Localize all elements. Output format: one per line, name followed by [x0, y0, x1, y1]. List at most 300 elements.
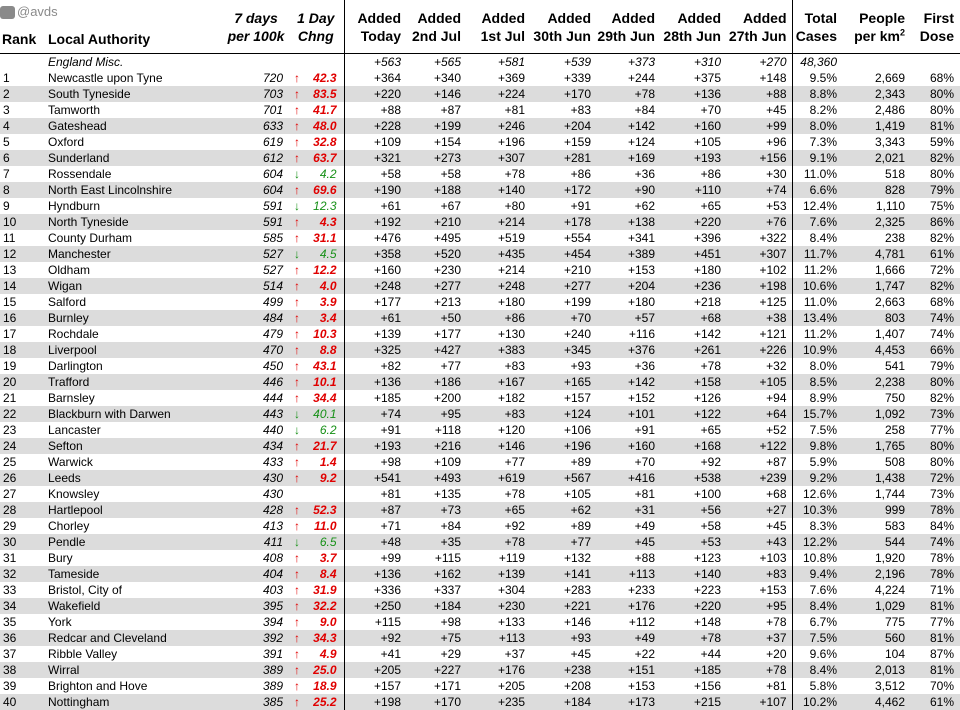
change-value: 8.8	[319, 343, 337, 357]
added-cell: +61	[344, 310, 406, 326]
rank-cell: 33	[3, 583, 17, 597]
added-cell: +435	[466, 246, 530, 262]
first-dose-cell: 73%	[910, 406, 960, 422]
table-row	[0, 486, 960, 502]
change-cell	[288, 326, 344, 342]
first-dose-cell: 68%	[929, 295, 954, 309]
first-dose-cell: 75%	[929, 199, 954, 213]
rank-cell: 2	[0, 86, 44, 102]
rate-cell: 411	[224, 534, 288, 550]
added-cell: +89	[570, 519, 591, 533]
rank-cell: 8	[0, 182, 44, 198]
added-cell: +98	[440, 615, 461, 629]
added-cell: +73	[406, 502, 466, 518]
added-cell: +307	[466, 150, 530, 166]
added-cell: +82	[344, 358, 406, 374]
added-cell: +29	[440, 647, 461, 661]
added-cell: +325	[344, 342, 406, 358]
change-cell	[288, 502, 344, 518]
added-cell: +208	[563, 679, 591, 693]
added-cell: +227	[406, 662, 466, 678]
change-value: 42.3	[313, 71, 337, 85]
people-density-cell: 1,110	[875, 199, 905, 213]
authority-name: Darlington	[48, 359, 103, 373]
first-dose-cell: 66%	[910, 342, 960, 358]
total-cases-cell: 5.8%	[792, 678, 842, 694]
added-cell: +70	[634, 455, 655, 469]
people-density-cell: 238	[884, 231, 905, 245]
header-people-per-km2: People per $km^2$	[854, 9, 905, 44]
arrow-up-icon: ↑	[294, 295, 300, 309]
added-cell: +78	[766, 615, 787, 629]
added-cell: +199	[406, 118, 466, 134]
added-cell: +91	[634, 423, 655, 437]
added-cell: +32	[766, 359, 787, 373]
added-cell: +416	[596, 470, 660, 486]
added-cell: +49	[634, 519, 655, 533]
rank-cell: 36	[0, 630, 44, 646]
added-cell: +226	[726, 342, 792, 358]
total-cases-cell: 8.2%	[792, 102, 842, 118]
added-cell: +22	[634, 647, 655, 661]
added-cell: +233	[627, 583, 655, 597]
added-cell: +103	[759, 551, 787, 565]
added-cell: +58	[700, 519, 721, 533]
arrow-up-icon: ↑	[294, 135, 300, 149]
table-row	[0, 166, 960, 182]
arrow-down-icon: ↓	[294, 247, 300, 261]
table-row	[0, 502, 960, 518]
total-cases-cell: 8.8%	[792, 86, 842, 102]
people-density-cell: 1,765	[842, 438, 910, 454]
twitter-icon	[0, 6, 15, 19]
added-cell: +389	[596, 246, 660, 262]
added-cell: +230	[433, 263, 461, 277]
arrow-up-icon: ↑	[294, 583, 300, 597]
rate-cell: 470	[224, 342, 288, 358]
arrow-up-icon: ↑	[294, 599, 300, 613]
added-cell: +77	[504, 455, 525, 469]
rank-cell: 30	[0, 534, 44, 550]
rate-cell: 703	[224, 86, 288, 102]
added-cell: +53	[766, 199, 787, 213]
total-cases-cell: 12.2%	[792, 534, 842, 550]
authority-name: Ribble Valley	[48, 647, 118, 661]
added-cell: +190	[344, 182, 406, 198]
misc-added: +270	[759, 55, 787, 69]
added-cell: +185	[660, 662, 726, 678]
table-row	[0, 182, 960, 198]
first-dose-cell: 70%	[929, 679, 954, 693]
table-row	[0, 422, 960, 438]
authority-name: Nottingham	[44, 694, 224, 710]
authority-name: Bristol, City of	[48, 583, 123, 597]
added-cell: +94	[766, 391, 787, 405]
rate-cell: 585	[262, 231, 283, 245]
rate-cell: 385	[224, 694, 288, 710]
people-density-cell: 803	[842, 310, 910, 326]
misc-added: +581	[497, 55, 525, 69]
added-cell: +83	[504, 359, 525, 373]
authority-name: Burnley	[44, 310, 224, 326]
rate-cell: 389	[262, 679, 283, 693]
people-density-cell: 750	[884, 391, 905, 405]
people-density-cell: 1,419	[842, 118, 910, 134]
change-cell	[288, 198, 344, 214]
change-cell	[288, 150, 344, 166]
added-cell: +160	[596, 438, 660, 454]
added-cell: +176	[466, 662, 530, 678]
added-cell: +148	[759, 71, 787, 85]
total-cases-cell: 7.6%	[792, 582, 842, 598]
added-cell: +146	[406, 86, 466, 102]
total-cases-cell: 8.3%	[792, 518, 842, 534]
added-cell: +520	[406, 246, 466, 262]
rate-cell: 440	[262, 423, 283, 437]
added-cell: +213	[433, 295, 461, 309]
people-density-cell: 3,343	[874, 135, 905, 149]
table-row	[0, 342, 960, 358]
added-cell: +160	[344, 262, 406, 278]
added-cell: +91	[570, 199, 591, 213]
people-density-cell: 541	[884, 359, 905, 373]
change-cell	[288, 310, 344, 326]
people-density-cell: 2,663	[874, 295, 905, 309]
rate-cell: 443	[224, 406, 288, 422]
added-cell: +115	[344, 614, 406, 630]
added-cell: +74	[726, 182, 792, 198]
added-cell: +124	[530, 406, 596, 422]
header-rate: 7 days per 100k	[227, 9, 285, 44]
total-cases-cell: 5.9%	[792, 454, 842, 470]
authority-name: Wigan	[44, 278, 224, 294]
table-body	[0, 54, 960, 710]
added-cell: +93	[570, 359, 591, 373]
rank-cell: 34	[0, 598, 44, 614]
first-dose-cell: 61%	[910, 246, 960, 262]
added-cell: +339	[563, 71, 591, 85]
change-cell	[288, 374, 344, 390]
added-cell: +70	[700, 103, 721, 117]
added-cell: +196	[497, 135, 525, 149]
added-cell: +78	[726, 662, 792, 678]
arrow-up-icon: ↑	[294, 87, 300, 101]
authority-name: Redcar and Cleveland	[44, 630, 224, 646]
authority-name: Salford	[48, 295, 87, 309]
rate-cell: 428	[224, 502, 288, 518]
arrow-up-icon: ↑	[294, 215, 300, 229]
first-dose-cell: 77%	[929, 423, 954, 437]
change-cell	[288, 86, 344, 102]
table-row	[0, 438, 960, 454]
change-value: 34.4	[313, 391, 337, 405]
change-value: 25.0	[313, 663, 337, 677]
change-value: 9.0	[319, 615, 337, 629]
arrow-up-icon: ↑	[294, 663, 300, 677]
added-cell: +140	[660, 566, 726, 582]
added-cell: +86	[466, 310, 530, 326]
total-cases-cell: 8.0%	[792, 358, 842, 374]
change-value: 4.0	[319, 279, 337, 293]
added-cell: +142	[693, 327, 721, 341]
added-cell: +36	[634, 359, 655, 373]
authority-name: Warwick	[48, 455, 93, 469]
change-value: 1.4	[319, 455, 337, 469]
change-cell	[288, 390, 344, 406]
change-value: 63.7	[313, 151, 337, 165]
change-cell	[288, 406, 344, 422]
arrow-up-icon: ↑	[294, 311, 300, 325]
added-cell: +99	[344, 550, 406, 566]
rate-cell: 389	[224, 662, 288, 678]
rate-cell: 430	[224, 470, 288, 486]
table-row	[0, 662, 960, 678]
added-cell: +122	[726, 438, 792, 454]
table-header	[0, 0, 960, 54]
added-cell: +142	[596, 374, 660, 390]
added-cell: +170	[530, 86, 596, 102]
added-cell: +133	[497, 615, 525, 629]
added-cell: +538	[660, 470, 726, 486]
misc-added: +539	[563, 55, 591, 69]
added-cell: +184	[406, 598, 466, 614]
total-cases-cell: 8.4%	[792, 230, 842, 246]
added-cell: +396	[693, 231, 721, 245]
rank-cell: 22	[0, 406, 44, 422]
change-cell	[288, 102, 344, 118]
total-cases-cell: 11.2%	[792, 326, 842, 342]
authority-name: County Durham	[48, 231, 133, 245]
misc-name: England Misc.	[48, 55, 124, 69]
twitter-handle	[0, 3, 58, 21]
authority-name: South Tyneside	[44, 86, 224, 102]
rank-cell: 4	[0, 118, 44, 134]
added-cell: +38	[726, 310, 792, 326]
added-cell: +177	[344, 294, 406, 310]
added-cell: +115	[434, 551, 461, 565]
rate-cell: 591	[224, 214, 288, 230]
total-cases-cell: 9.2%	[792, 470, 842, 486]
added-cell: +122	[660, 406, 726, 422]
added-cell: +178	[530, 214, 596, 230]
header-added-30th-jun: Added 30th Jun	[533, 9, 591, 44]
rank-cell: 28	[0, 502, 44, 518]
people-density-cell: 2,238	[842, 374, 910, 390]
first-dose-cell: 61%	[910, 694, 960, 710]
added-cell: +41	[344, 646, 406, 662]
rank-cell: 5	[3, 135, 10, 149]
rank-cell: 31	[3, 551, 17, 565]
added-cell: +238	[530, 662, 596, 678]
added-cell: +126	[693, 391, 721, 405]
added-cell: +235	[466, 694, 530, 710]
change-value: 4.3	[319, 215, 337, 229]
added-cell: +215	[660, 694, 726, 710]
added-cell: +221	[530, 598, 596, 614]
authority-name: Lancaster	[48, 423, 101, 437]
total-cases-cell: 15.7%	[792, 406, 842, 422]
arrow-up-icon: ↑	[294, 327, 300, 341]
authority-name: Leeds	[44, 470, 224, 486]
people-density-cell: 2,021	[842, 150, 910, 166]
rank-cell: 1	[3, 71, 10, 85]
added-cell: +142	[596, 118, 660, 134]
added-cell: +204	[596, 278, 660, 294]
rate-cell: 514	[224, 278, 288, 294]
added-cell: +146	[563, 615, 591, 629]
added-cell: +88	[634, 551, 655, 565]
added-cell: +192	[344, 214, 406, 230]
added-cell: +180	[693, 263, 721, 277]
added-cell: +37	[504, 647, 525, 661]
added-cell: +106	[563, 423, 591, 437]
table-row	[0, 118, 960, 134]
header-change: 1 Day Chng	[297, 9, 335, 44]
arrow-up-icon: ↑	[294, 183, 300, 197]
change-cell	[288, 294, 344, 310]
people-density-cell: 2,343	[842, 86, 910, 102]
first-dose-cell: 77%	[929, 615, 954, 629]
change-value: 3.9	[319, 295, 337, 309]
first-dose-cell: 86%	[910, 214, 960, 230]
added-cell: +92	[504, 519, 525, 533]
rank-cell: 12	[0, 246, 44, 262]
rank-cell: 16	[0, 310, 44, 326]
rank-cell: 3	[3, 103, 10, 117]
added-cell: +48	[344, 534, 406, 550]
added-cell: +68	[766, 487, 787, 501]
added-cell: +220	[344, 86, 406, 102]
change-cell	[288, 438, 344, 454]
rank-cell: 17	[3, 327, 17, 341]
added-cell: +81	[504, 103, 525, 117]
added-cell: +146	[466, 438, 530, 454]
added-cell: +36	[634, 167, 655, 181]
arrow-down-icon: ↓	[294, 407, 300, 421]
rate-cell: 408	[262, 551, 283, 565]
total-cases-cell: 10.8%	[792, 550, 842, 566]
table-row	[0, 614, 960, 630]
change-cell	[288, 470, 344, 486]
authority-name: York	[48, 615, 72, 629]
rate-cell: 604	[262, 167, 283, 181]
added-cell: +90	[596, 182, 660, 198]
added-cell: +322	[759, 231, 787, 245]
first-dose-cell: 78%	[910, 502, 960, 518]
first-dose-cell: 81%	[910, 630, 960, 646]
header-added-today: Added Today	[344, 0, 406, 54]
total-cases-cell: 10.2%	[792, 694, 842, 710]
added-cell: +64	[726, 406, 792, 422]
change-value: 12.2	[313, 263, 337, 277]
authority-name: North Tyneside	[44, 214, 224, 230]
authority-name: Rochdale	[48, 327, 99, 341]
rate-cell: 499	[262, 295, 283, 309]
people-density-cell: 1,438	[842, 470, 910, 486]
total-cases-cell: 8.4%	[792, 662, 842, 678]
added-cell: +451	[660, 246, 726, 262]
added-cell: +45	[570, 647, 591, 661]
authority-name: Sunderland	[44, 150, 224, 166]
added-cell: +56	[660, 502, 726, 518]
total-cases-cell: 7.5%	[792, 422, 842, 438]
total-cases-cell: 9.1%	[792, 150, 842, 166]
added-cell: +86	[700, 167, 721, 181]
added-cell: +156	[693, 679, 721, 693]
misc-added: +563	[344, 54, 406, 71]
people-density-cell: 4,453	[842, 342, 910, 358]
header-added-29th-jun: Added 29th Jun	[597, 9, 655, 44]
added-cell: +132	[563, 551, 591, 565]
added-cell: +152	[627, 391, 655, 405]
first-dose-cell: 87%	[929, 647, 954, 661]
misc-added: +310	[693, 55, 721, 69]
rank-cell: 18	[0, 342, 44, 358]
total-cases-cell: 8.0%	[792, 118, 842, 134]
added-cell: +116	[628, 327, 655, 341]
people-density-cell: 2,486	[874, 103, 905, 117]
first-dose-cell: 80%	[929, 167, 954, 181]
total-cases-cell: 9.8%	[792, 438, 842, 454]
rank-cell: 40	[0, 694, 44, 710]
added-cell: +45	[596, 534, 660, 550]
total-cases-cell: 11.0%	[792, 166, 842, 182]
rate-cell: 450	[262, 359, 283, 373]
added-cell: +541	[344, 470, 406, 486]
rank-cell: 26	[0, 470, 44, 486]
added-cell: +248	[344, 278, 406, 294]
first-dose-cell: 80%	[929, 103, 954, 117]
misc-added: +565	[433, 55, 461, 69]
added-cell: +218	[693, 295, 721, 309]
added-cell: +148	[693, 615, 721, 629]
added-cell: +220	[660, 598, 726, 614]
added-cell: +105	[563, 487, 591, 501]
change-cell	[288, 550, 344, 566]
authority-name: Oldham	[48, 263, 91, 277]
change-value: 3.4	[319, 311, 337, 325]
added-cell: +177	[433, 327, 461, 341]
change-cell	[288, 134, 344, 150]
table-row	[0, 310, 960, 326]
table-row	[0, 518, 960, 534]
added-cell: +49	[596, 630, 660, 646]
added-cell: +196	[530, 438, 596, 454]
added-cell: +336	[344, 582, 406, 598]
header-added-28th-jun: Added 28th Jun	[663, 9, 721, 44]
added-cell: +214	[466, 214, 530, 230]
arrow-up-icon: ↑	[294, 551, 300, 565]
added-cell: +100	[693, 487, 721, 501]
table-row	[0, 566, 960, 582]
added-cell: +153	[627, 679, 655, 693]
people-density-cell: 544	[842, 534, 910, 550]
total-cases-cell: 10.3%	[792, 502, 842, 518]
first-dose-cell: 80%	[910, 86, 960, 102]
first-dose-cell: 82%	[910, 278, 960, 294]
total-cases-cell: 8.4%	[792, 598, 842, 614]
authority-name: Blackburn with Darwen	[44, 406, 224, 422]
added-cell: +112	[628, 615, 655, 629]
added-cell: +476	[344, 230, 406, 246]
total-cases-cell: 6.7%	[792, 614, 842, 630]
arrow-up-icon: ↑	[294, 519, 300, 533]
first-dose-cell: 78%	[929, 551, 954, 565]
rank-cell: 25	[3, 455, 17, 469]
added-cell: +71	[344, 518, 406, 534]
rate-cell: 403	[262, 583, 283, 597]
change-cell	[288, 454, 344, 470]
